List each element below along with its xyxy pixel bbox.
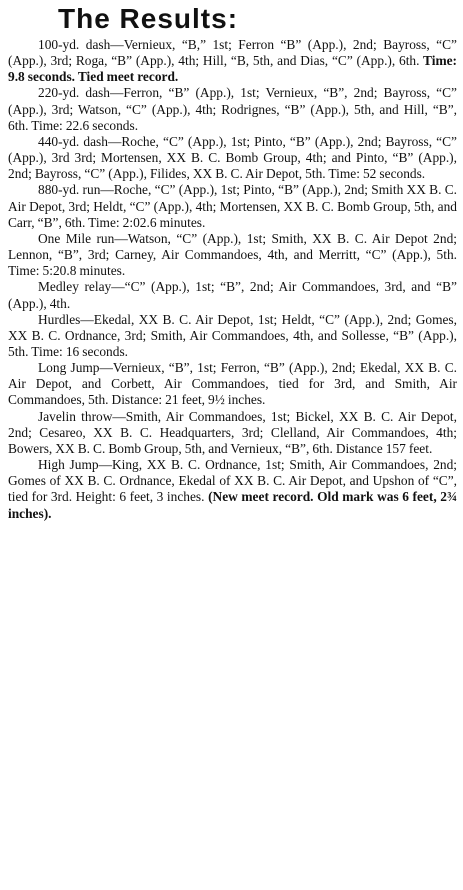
- event-880-yd-run: [8, 182, 457, 230]
- event-440-yd-dash: [8, 134, 457, 182]
- event-text: Hurdles—Ekedal, XX B. C. Air Depot, 1st; Heldt, “C” (App.), 2nd; Gomes, XX B. C. Ordnance, 3rd; Smith, Air Commandoes, 4th, and Sollesse, “B” (App.), 5th. Time: 16 seconds.: [8, 311, 457, 359]
- event-100-yd-dash: [8, 37, 457, 85]
- event-text: One Mile run—Watson, “C” (App.), 1st; Smith, XX B. C. Air Depot 2nd; Lennon, “B”, 3rd; Carney, Air Commandoes, 4th, and Merritt, “C” (App.), 5th. Time: 5:20.8 minutes.: [8, 230, 457, 279]
- event-high-jump: [8, 457, 457, 522]
- event-text: 220-yd. dash—Ferron, “B” (App.), 1st; Vernieux, “B”, 2nd; Bayross, “C” (App.), 3rd; Watson, “C” (App.), 4th; Rodrignes, “B” (App.), 5th, and Hill, “B”, 6th. Time: 22.6 seconds.: [8, 85, 457, 133]
- event-hurdles: [8, 312, 457, 360]
- event-text: High Jump—King, XX B. C. Ordnance, 1st; Smith, Air Commandoes, 2nd; Gomes of XX B. C. Ordnance, Ekedal of XX B. C. Air Depot, and Upshon of “C”, tied for 3rd. Height: 6 feet, 3 inches.: [8, 457, 457, 505]
- event-javelin-throw: [8, 409, 457, 457]
- event-medley-relay: [8, 279, 457, 311]
- event-220-yd-dash: [8, 85, 457, 133]
- event-note: Time: 9.8 seconds. Tied meet record.: [8, 53, 457, 85]
- event-text: 440-yd. dash—Roche, “C” (App.), 1st; Pinto, “B” (App.), 2nd; Bayross, “C” (App.), 3rd 3rd; Mortensen, XX B. C. Bomb Group, 4th; and Pinto, “B” (App.), 2nd; Bayross, “C” (App.), Filides, XX B. C. Air Depot, 5th. Time: 52 seconds.: [8, 133, 457, 182]
- event-text: 100-yd. dash—Vernieux, “B,” 1st; Ferron “B” (App.), 2nd; Bayross, “C” (App.), 3rd; Roga, “B” (App.), 4th; Hill, “B, 5th, and Dias, “C” (App.), 6th.: [8, 37, 457, 69]
- event-one-mile-run: [8, 231, 457, 279]
- event-text: Medley relay—“C” (App.), 1st; “B”, 2nd; Air Commandoes, 3rd, and “B” (App.), 4th.: [8, 279, 457, 311]
- event-long-jump: [8, 360, 457, 408]
- headline: The Results:: [58, 3, 239, 34]
- results-list: [8, 37, 457, 522]
- event-text: Javelin throw—Smith, Air Commandoes, 1st; Bickel, XX B. C. Air Depot, 2nd; Cesareo, XX B. C. Headquarters, 3rd; Clelland, Air Commandoes, 4th; Bowers, XX B. C. Bomb Group, 5th, and Vernieux, “B”, 6th. Distance 157 feet.: [8, 408, 457, 456]
- event-note: (New meet record. Old mark was 6 feet, 2¾ inches).: [8, 489, 457, 521]
- event-text: Long Jump—Vernieux, “B”, 1st; Ferron, “B” (App.), 2nd; Ekedal, XX B. C. Air Depot, and Corbett, Air Commandoes, tied for 3rd, and Smith, Air Commandoes, 5th. Distance: 21 feet, 9½ inches.: [8, 360, 457, 408]
- event-text: 880-yd. run—Roche, “C” (App.), 1st; Pinto, “B” (App.), 2nd; Smith XX B. C. Air Depot, 3rd; Heldt, “C” (App.), 4th; Mortensen, XX B. C. Bomb Group, 5th, and Carr, “B”, 6th. Time: 2:02.6 minutes.: [8, 182, 457, 230]
